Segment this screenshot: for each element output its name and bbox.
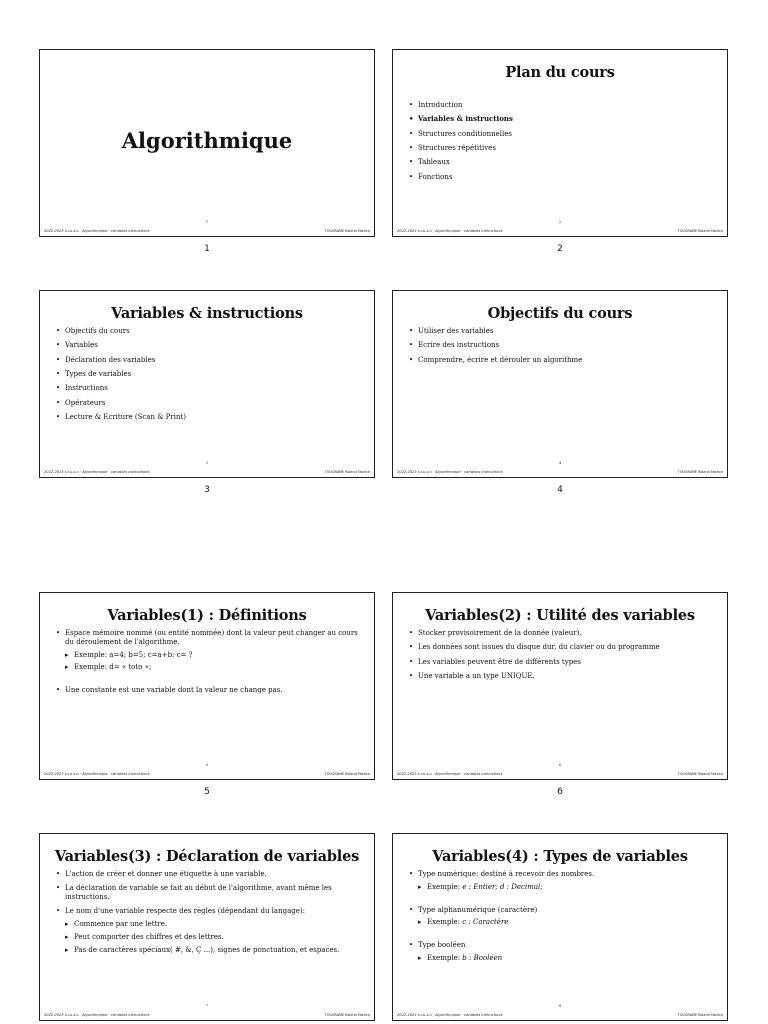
slide-number: 1 xyxy=(205,219,209,224)
list-item: • Les données sont issues du disque dur, du clavier ou du programme xyxy=(409,643,717,652)
slide-title: Plan du cours xyxy=(505,64,615,81)
list-item-text: Type numérique: destiné à recevoir des nombres. xyxy=(418,870,595,878)
footer-left: 2022-2023 s.r.u.s.o · Algorithmique · variables instructions xyxy=(397,229,503,233)
sub-list xyxy=(418,954,717,963)
list-item: • Lecture & Ecriture (Scan & Print) xyxy=(56,413,364,422)
list-item: • Types de variables xyxy=(56,370,364,379)
list-item: • Stocker provisoirement de la donnée (valeur). xyxy=(409,629,717,638)
list-item: • Introduction xyxy=(409,101,717,110)
example-prefix: Exemple: xyxy=(427,953,463,962)
slide-2 xyxy=(392,49,728,237)
sub-list-item xyxy=(418,954,717,963)
list-item xyxy=(409,870,717,892)
footer-left: 2022-2023 s.r.u.s.o · Algorithmique · variables instructions xyxy=(397,470,503,474)
list-item: • Instructions xyxy=(56,384,364,393)
footer-right: TOUGRAME Roland Fabrice xyxy=(677,229,723,233)
slide-title: Variables(4) : Types de variables xyxy=(432,848,688,865)
footer-left: 2022-2023 s.r.u.s.o · Algorithmique · variables instructions xyxy=(44,470,150,474)
slide-title: Variables(3) : Déclaration de variables xyxy=(54,848,360,865)
list-item xyxy=(409,906,717,928)
slide-6 xyxy=(392,592,728,780)
example-text: b : Booléen xyxy=(462,953,503,962)
sub-list-item: ▸ Exemple: d= « toto »; xyxy=(65,663,364,672)
list-item-text: Le nom d'une variable respecte des règles (dépendant du langage): xyxy=(65,907,305,916)
slide-5 xyxy=(39,592,375,780)
slide-title: Objectifs du cours xyxy=(487,305,633,322)
slide-number: 6 xyxy=(558,762,562,767)
footer-right: TOUGRAME Roland Fabrice xyxy=(677,1013,723,1017)
slide-title: Variables & instructions xyxy=(111,305,303,322)
slide-8 xyxy=(392,833,728,1021)
sub-list-item xyxy=(418,918,717,927)
footer-right: TOUGRAME Roland Fabrice xyxy=(324,772,370,776)
bullet-list xyxy=(40,629,374,695)
list-item: • Les variables peuvent être de différents types xyxy=(409,658,717,667)
footer-left: 2022-2023 s.r.u.s.o · Algorithmique · variables instructions xyxy=(44,1013,150,1017)
slide-3 xyxy=(39,290,375,478)
bullet-list xyxy=(40,327,374,422)
list-item-text: Type booléen xyxy=(418,941,466,949)
list-item: • Structures conditionnelles xyxy=(409,130,717,139)
list-item xyxy=(409,941,717,963)
footer-left: 2022-2023 s.r.u.s.o · Algorithmique · variables instructions xyxy=(397,1013,503,1017)
bullet-list xyxy=(393,629,727,681)
list-item: • Une constante est une variable dont la valeur ne change pas. xyxy=(56,686,364,695)
list-item: • Déclaration des variables xyxy=(56,356,364,365)
sub-list-item: ▸ Exemple: a=4; b=5; c=a+b; c= ? xyxy=(65,651,364,660)
footer-right: TOUGRAME Roland Fabrice xyxy=(677,470,723,474)
bullet-list xyxy=(40,870,374,954)
sub-list xyxy=(418,883,717,892)
slide-number: 4 xyxy=(558,460,562,465)
footer-right: TOUGRAME Roland Fabrice xyxy=(324,470,370,474)
list-item: • Fonctions xyxy=(409,173,717,182)
page-number: 2 xyxy=(557,244,563,254)
sub-list-item: ▸ Commence par une lettre. xyxy=(65,920,364,929)
sub-list xyxy=(65,920,364,954)
page-number: 4 xyxy=(557,485,563,495)
sub-list-item xyxy=(418,883,717,892)
list-item: • La déclaration de variable se fait au début de l'algorithme, avant même les instructions. xyxy=(56,884,364,902)
page-number: 3 xyxy=(204,485,210,495)
slide-number: 8 xyxy=(558,1003,562,1008)
footer-right: TOUGRAME Roland Fabrice xyxy=(324,1013,370,1017)
slide-number: 3 xyxy=(205,460,209,465)
example-prefix: Exemple: xyxy=(427,918,463,927)
page-number: 6 xyxy=(557,787,563,797)
slide-title: Variables(1) : Définitions xyxy=(107,607,307,624)
sub-list xyxy=(65,651,364,673)
list-item: • Ecrire des instructions xyxy=(409,341,717,350)
example-text: e : Entier; d : Decimal; xyxy=(462,882,543,891)
sub-list-item: ▸ Peut comporter des chiffres et des lettres. xyxy=(65,933,364,942)
slide-4 xyxy=(392,290,728,478)
sub-list xyxy=(418,918,717,927)
slide-7 xyxy=(39,833,375,1021)
footer-left: 2022-2023 s.r.u.s.o · Algorithmique · variables instructions xyxy=(44,229,150,233)
slide-title: Algorithmique xyxy=(121,128,293,153)
list-item: • L'action de créer et donner une étiquette à une variable. xyxy=(56,870,364,879)
list-item: • Variables & instructions xyxy=(409,115,717,124)
slide-number: 2 xyxy=(558,219,562,224)
bullet-list xyxy=(393,101,727,181)
list-item: • Tableaux xyxy=(409,158,717,167)
slide-1 xyxy=(39,49,375,237)
list-item: • Objectifs du cours xyxy=(56,327,364,336)
example-prefix: Exemple: xyxy=(427,882,463,891)
list-item: • Une variable a un type UNIQUE. xyxy=(409,672,717,681)
slide-title: Variables(2) : Utilité des variables xyxy=(425,607,695,624)
example-text: c : Caractère xyxy=(462,918,509,927)
slide-number: 5 xyxy=(205,762,209,767)
list-item: • Structures répétitives xyxy=(409,144,717,153)
footer-left: 2022-2023 s.r.u.s.o · Algorithmique · variables instructions xyxy=(44,772,150,776)
list-item: • Variables xyxy=(56,341,364,350)
footer-right: TOUGRAME Roland Fabrice xyxy=(324,229,370,233)
footer-right: TOUGRAME Roland Fabrice xyxy=(677,772,723,776)
bullet-list xyxy=(393,870,727,963)
list-item-text: Espace mémoire nommé (ou entité nommée) dont la valeur peut changer au cours du déroulement de l'algorithme. xyxy=(65,629,358,646)
page-number: 5 xyxy=(204,787,210,797)
list-item: • Comprendre, écrire et dérouler un algorithme xyxy=(409,356,717,365)
list-item: • Opérateurs xyxy=(56,399,364,408)
list-item: • Utiliser des variables xyxy=(409,327,717,336)
slide-number: 7 xyxy=(205,1003,209,1008)
page-number: 1 xyxy=(204,244,210,254)
list-item-text: Type alphanumérique (caractère) xyxy=(418,905,538,914)
list-item xyxy=(56,629,364,672)
footer-left: 2022-2023 s.r.u.s.o · Algorithmique · variables instructions xyxy=(397,772,503,776)
list-item xyxy=(56,907,364,954)
sub-list-item: ▸ Pas de caractères spéciaux( #, &, Ç ...), signes de ponctuation, et espaces. xyxy=(65,946,364,955)
bullet-list xyxy=(393,327,727,364)
